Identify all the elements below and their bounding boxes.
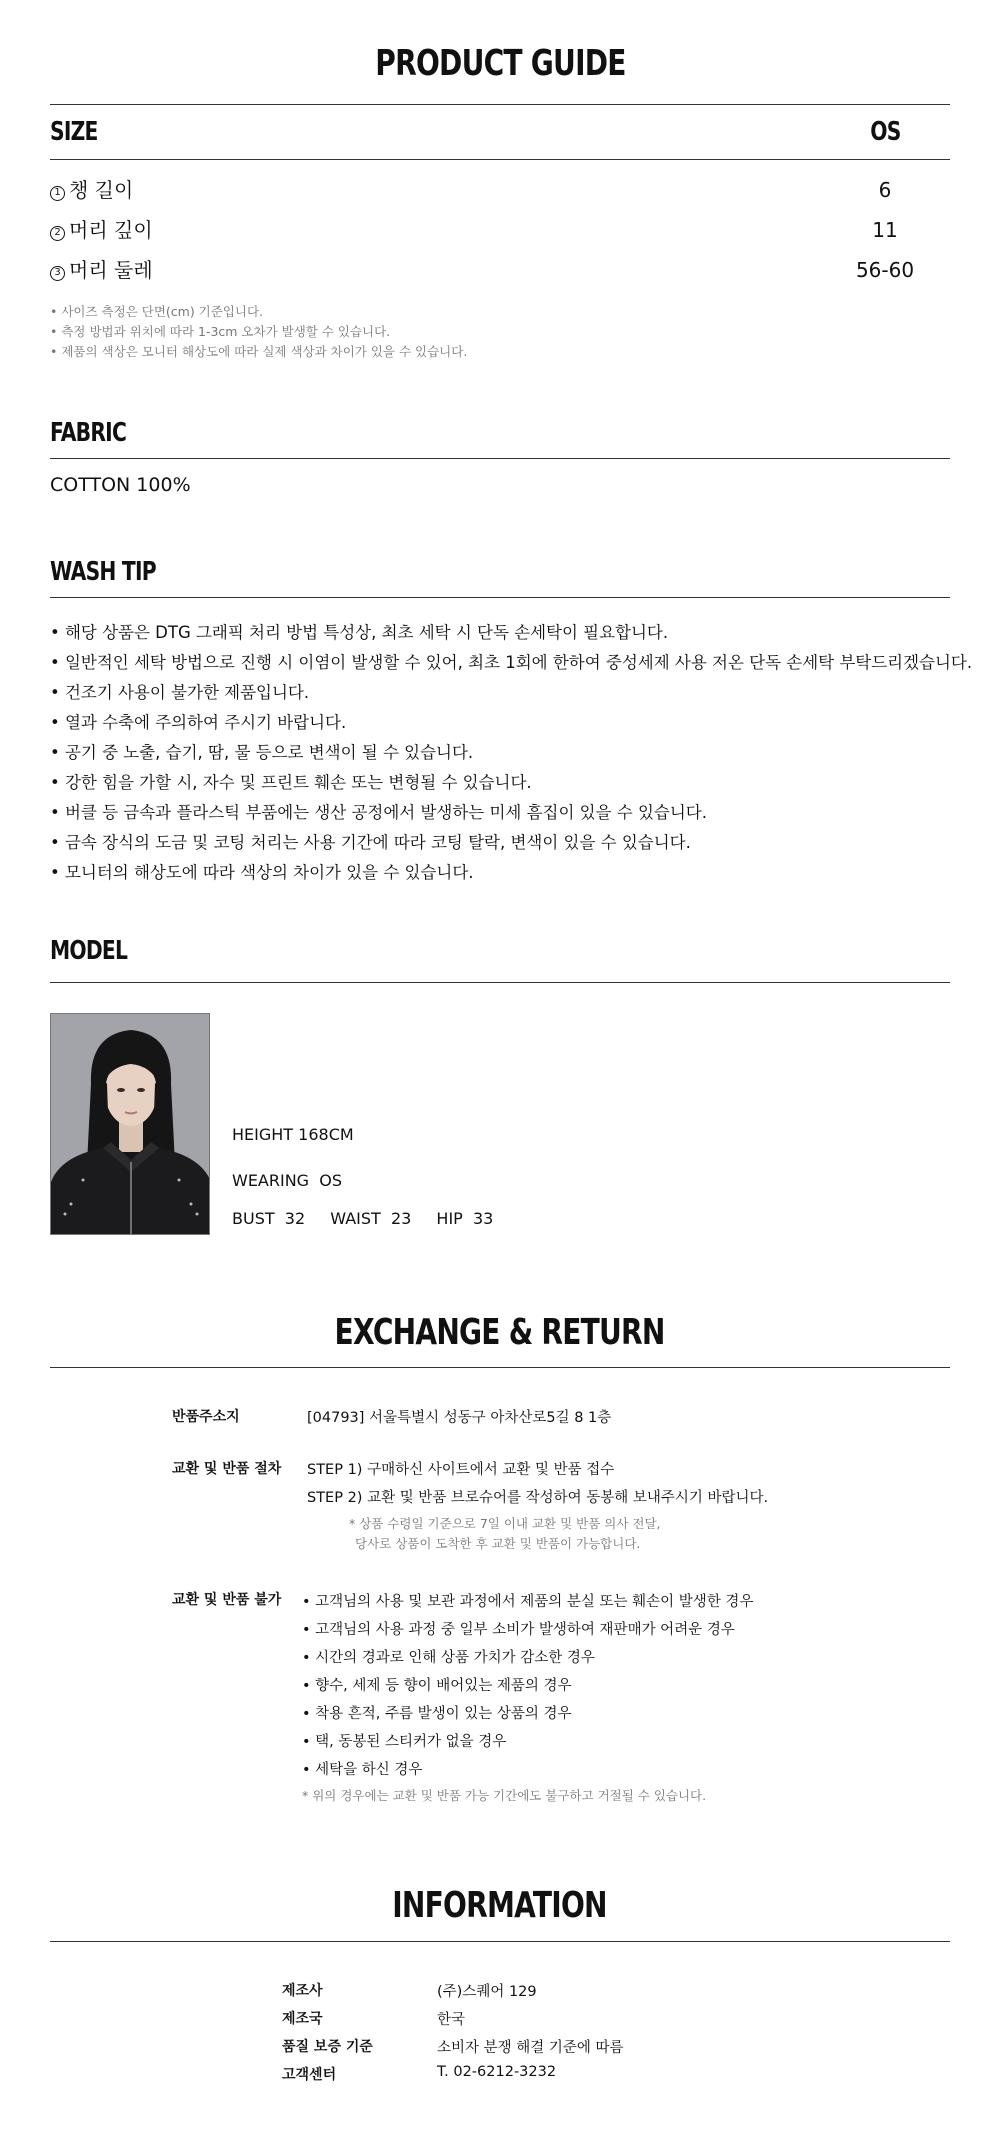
model-wearing: WEARING OS (232, 1171, 342, 1190)
list-item: • 택, 동봉된 스티커가 없을 경우 (302, 1734, 507, 1750)
size-row (50, 210, 950, 250)
model-photo (50, 1013, 210, 1235)
size-label: 머리 깊이 (69, 218, 153, 242)
model-title: MODEL (50, 936, 128, 966)
size-col-header: OS (869, 117, 901, 147)
info-label: 품질 보증 기준 (282, 2039, 373, 2055)
list-item: • 공기 중 노출, 습기, 땀, 물 등으로 변색이 될 수 있습니다. (50, 743, 474, 762)
info-value: T. 02-6212-3232 (437, 2064, 557, 2080)
return-step: STEP 1) 구매하신 사이트에서 교환 및 반품 접수 (307, 1462, 615, 1478)
wash-tip-title: WASH TIP (50, 557, 156, 587)
size-note: • 제품의 색상은 모니터 해상도에 따라 실제 색상과 차이가 있을 수 있습니다. (50, 344, 468, 359)
model-illustration (51, 1014, 210, 1235)
size-row (50, 170, 950, 210)
list-item: • 금속 장식의 도금 및 코팅 처리는 사용 기간에 따라 코팅 탈락, 변색이 있을 수 있습니다. (50, 833, 691, 852)
divider (50, 597, 950, 598)
info-value: (주)스퀘어 129 (437, 1984, 537, 2000)
size-header: SIZE (50, 117, 98, 147)
divider (50, 458, 950, 459)
wash-tip-list (50, 618, 973, 888)
list-item: • 모니터의 해상도에 따라 색상의 차이가 있을 수 있습니다. (50, 863, 474, 882)
size-header-row (50, 112, 950, 152)
info-label: 고객센터 (282, 2067, 337, 2083)
info-label: 제조국 (282, 2011, 323, 2027)
size-note: • 측정 방법과 위치에 따라 1-3cm 오차가 발생할 수 있습니다. (50, 324, 391, 339)
return-process-label: 교환 및 반품 절차 (172, 1461, 282, 1477)
list-item: • 세탁을 하신 경우 (302, 1762, 423, 1778)
number-badge: 3 (50, 266, 65, 281)
size-value: 11 (872, 218, 898, 242)
list-item: • 고객님의 사용 과정 중 일부 소비가 발생하여 재판매가 어려운 경우 (302, 1622, 735, 1638)
exchange-return-title: EXCHANGE & RETURN (334, 1312, 666, 1353)
return-step-note: 당사로 상품이 도착한 후 교환 및 반품이 가능합니다. (355, 1536, 641, 1551)
list-item: • 버클 등 금속과 플라스틱 부품에는 생산 공정에서 발생하는 미세 흠집이 있을 수 있습니다. (50, 803, 707, 822)
divider (50, 982, 950, 983)
size-notes (50, 302, 467, 362)
size-value: 56-60 (855, 258, 915, 282)
divider (50, 104, 950, 105)
size-value: 6 (878, 178, 892, 202)
information-title: INFORMATION (392, 1885, 608, 1926)
info-value: 소비자 분쟁 해결 기준에 따름 (437, 2040, 624, 2056)
list-item: • 해당 상품은 DTG 그래픽 처리 방법 특성상, 최초 세탁 시 단독 손세탁이 필요합니다. (50, 623, 669, 642)
list-item: • 착용 흔적, 주름 발생이 있는 상품의 경우 (302, 1706, 572, 1722)
size-label: 머리 둘레 (69, 258, 153, 282)
model-measurements (232, 1209, 513, 1228)
list-item: • 시간의 경과로 인해 상품 가치가 감소한 경우 (302, 1650, 595, 1666)
model-hip: HIP 33 (436, 1209, 494, 1228)
return-address: [04793] 서울특별시 성동구 아차산로5길 8 1층 (307, 1410, 612, 1426)
return-address-label: 반품주소지 (172, 1409, 240, 1425)
list-item: • 건조기 사용이 불가한 제품입니다. (50, 683, 310, 702)
divider (50, 1941, 950, 1942)
return-step-note: * 상품 수령일 기준으로 7일 이내 교환 및 반품 의사 전달, (349, 1516, 661, 1531)
model-bust: BUST 32 (232, 1209, 306, 1228)
number-badge: 2 (50, 226, 65, 241)
info-value: 한국 (437, 2012, 466, 2028)
size-row (50, 250, 950, 290)
list-item: • 열과 수축에 주의하여 주시기 바랍니다. (50, 713, 347, 732)
info-label: 제조사 (282, 1983, 323, 1999)
return-unavailable-label: 교환 및 반품 불가 (172, 1592, 282, 1608)
list-item: • 일반적인 세탁 방법으로 진행 시 이염이 발생할 수 있어, 최초 1회에 한하여 중성세제 사용 저온 단독 손세탁 부탁드리겠습니다. (50, 653, 973, 672)
fabric-title: FABRIC (50, 418, 127, 448)
model-waist: WAIST 23 (330, 1209, 412, 1228)
divider (50, 159, 950, 160)
model-height: HEIGHT 168CM (232, 1125, 354, 1144)
return-unavailable-note: * 위의 경우에는 교환 및 반품 가능 기간에도 불구하고 거절될 수 있습니다. (302, 1788, 707, 1803)
fabric-value: COTTON 100% (50, 474, 191, 496)
number-badge: 1 (50, 186, 65, 201)
divider (50, 1367, 950, 1368)
product-guide-title: PRODUCT GUIDE (374, 43, 626, 84)
size-label: 챙 길이 (69, 178, 134, 202)
list-item: • 고객님의 사용 및 보관 과정에서 제품의 분실 또는 훼손이 발생한 경우 (302, 1594, 754, 1610)
list-item: • 강한 힘을 가할 시, 자수 및 프린트 훼손 또는 변형될 수 있습니다. (50, 773, 532, 792)
list-item: • 향수, 세제 등 향이 배어있는 제품의 경우 (302, 1678, 572, 1694)
size-note: • 사이즈 측정은 단면(cm) 기준입니다. (50, 304, 264, 319)
return-step: STEP 2) 교환 및 반품 브로슈어를 작성하여 동봉해 보내주시기 바랍니다. (307, 1490, 769, 1506)
